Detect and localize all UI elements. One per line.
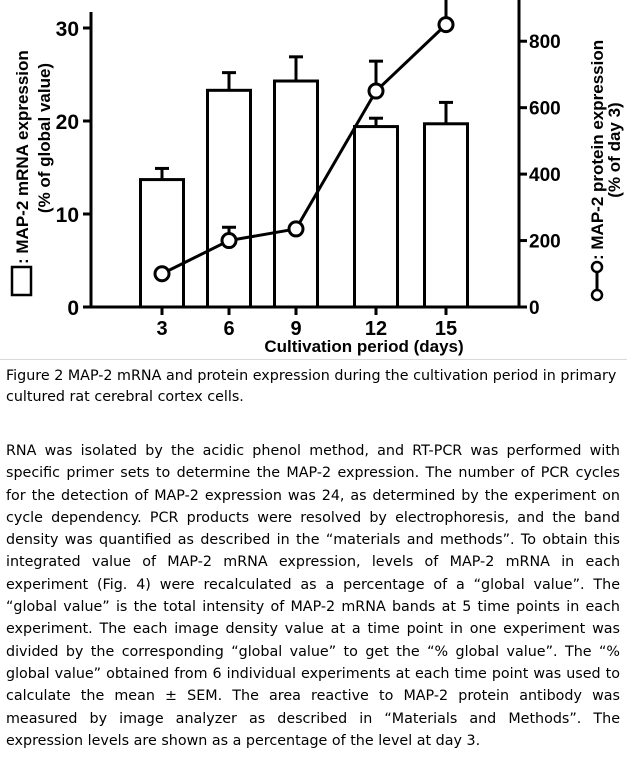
line-point xyxy=(222,234,236,248)
line-legend-marker-top xyxy=(592,262,602,272)
bars-layer xyxy=(141,57,468,307)
x-tick-label: 12 xyxy=(364,318,388,340)
right-axis-legend xyxy=(588,40,624,300)
left-axis-label-line2: (% of global value) xyxy=(35,62,54,214)
right-tick-label: 0 xyxy=(529,298,540,319)
bar xyxy=(275,81,318,307)
right-axis-label-line2: (% of day 3) xyxy=(605,102,624,198)
left-axis-legend xyxy=(12,50,54,295)
line-legend-marker-bottom xyxy=(592,290,602,300)
left-tick-label: 0 xyxy=(67,297,79,320)
x-axis-label: Cultivation period (days) xyxy=(264,337,464,356)
right-axis-label-line1: : MAP-2 protein expression xyxy=(588,39,607,260)
figure-caption: Figure 2 MAP-2 mRNA and protein expression during the cultivation period in primary cultured rat cerebral cortex cells. xyxy=(6,368,617,405)
line-point xyxy=(289,222,303,236)
figure-divider xyxy=(0,359,627,360)
left-axis-label-line1: : MAP-2 mRNA expression xyxy=(13,50,32,264)
combo-chart xyxy=(0,0,627,358)
x-tick-label: 15 xyxy=(434,318,458,340)
right-tick-label: 800 xyxy=(529,32,561,54)
left-tick-label: 30 xyxy=(55,18,79,41)
right-tick-label: 400 xyxy=(529,165,561,187)
line-point xyxy=(369,84,383,98)
bar xyxy=(141,180,184,307)
right-tick-label: 200 xyxy=(529,231,561,253)
right-tick-label: 600 xyxy=(529,98,561,120)
bar-legend-swatch xyxy=(12,267,31,295)
bar xyxy=(425,124,468,307)
x-tick-label: 3 xyxy=(156,318,168,340)
body-paragraph: RNA was isolated by the acidic phenol method, and RT-PCR was performed with specific primer sets to determine the MAP-2 expression. The number of PCR cycles for the detection of MAP-2 expression was 24, as determined by the experiment on cycle dependency. PCR products were resolved by electrophoresis, and the band density was quantified as described in the “materials and methods”. To obtain this integrated value of MAP-2 mRNA expression, levels of MAP-2 mRNA in each experiment (Fig. 4) were recalculated as a percentage of a “global value”. The “global value” is the total intensity of MAP-2 mRNA bands at 5 time points in each experiment. The each image density value at a time point in one experiment was divided by the corresponding “global value” to get the “% global value”. The “% global value” obtained from 6 individual experiments at each time point was used to calculate the mean ± SEM. The area reactive to MAP-2 protein antibody was measured by image analyzer as described in “Materials and Methods”. The expression levels are shown as a percentage of the level at day 3. xyxy=(6,443,620,749)
x-tick-label: 6 xyxy=(223,318,235,340)
bar xyxy=(355,127,398,307)
bar xyxy=(208,90,251,307)
left-tick-label: 20 xyxy=(55,111,79,134)
x-tick-label: 9 xyxy=(290,318,302,340)
line-point xyxy=(155,267,169,281)
figure-chart xyxy=(0,0,627,358)
line-point xyxy=(439,18,453,32)
left-tick-label: 10 xyxy=(55,204,79,227)
